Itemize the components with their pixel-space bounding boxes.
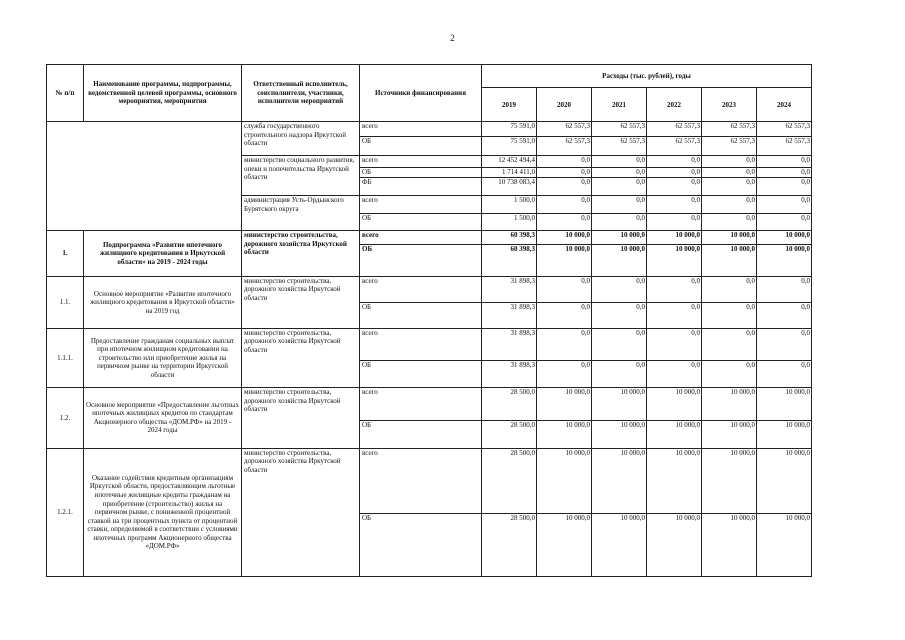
value-cell: 0,0 [647, 167, 702, 178]
header-year: 2020 [537, 88, 592, 122]
value-cell: 0,0 [702, 276, 757, 303]
value-cell: 0,0 [537, 276, 592, 303]
value-cell: 10 000,0 [647, 421, 702, 449]
value-cell: 10 000,0 [647, 448, 702, 514]
value-cell: 62 557,3 [702, 122, 757, 137]
value-cell: 10 000,0 [537, 448, 592, 514]
value-cell: 75 591,0 [482, 122, 537, 137]
value-cell: 0,0 [647, 360, 702, 388]
value-cell: 62 557,3 [757, 122, 812, 137]
value-cell: 0,0 [537, 167, 592, 178]
header-year: 2022 [647, 88, 702, 122]
executor-cell: администрация Усть-Ордынского Бурятского округа [242, 196, 360, 231]
value-cell: 10 000,0 [592, 448, 647, 514]
table-row [47, 328, 812, 360]
value-cell: 28 500,0 [482, 421, 537, 449]
value-cell: 0,0 [537, 156, 592, 168]
value-cell: 10 000,0 [757, 231, 812, 245]
table-row [47, 448, 812, 514]
table-row [47, 388, 812, 421]
value-cell: 10 738 083,4 [482, 178, 537, 196]
source-cell: ОБ [360, 303, 482, 328]
header-name: Наименование программы, подпрограммы, ведомственной целевой программы, основного мероприятия, мероприятия [84, 65, 242, 122]
source-cell: ОБ [360, 421, 482, 449]
value-cell: 10 000,0 [702, 245, 757, 277]
value-cell: 0,0 [757, 156, 812, 168]
program-name: Подпрограмма «Развитие ипотечного жилищного кредитования в Иркутской области» на 2019 - 2024 годы [84, 231, 242, 277]
value-cell: 0,0 [647, 178, 702, 196]
source-cell: ОБ [360, 137, 482, 156]
value-cell: 0,0 [757, 178, 812, 196]
program-name: Оказание содействия кредитным организациям Иркутской области, предоставляющим льготные ипотечные жилищные кредиты гражданам на приобретение (строительство) жилья на первичном рынке, с пониженной процентной ставкой на три процентных пункта от процентной ставки, определяемой в соответствии с условиями ипотечных программ Акционерного общества «ДОМ.РФ» [84, 448, 242, 576]
value-cell: 0,0 [592, 178, 647, 196]
value-cell: 0,0 [757, 303, 812, 328]
source-cell: всего [360, 156, 482, 168]
value-cell: 62 557,3 [592, 122, 647, 137]
value-cell: 0,0 [702, 196, 757, 214]
value-cell: 10 000,0 [702, 448, 757, 514]
header-year: 2024 [757, 88, 812, 122]
empty-cell [47, 122, 242, 231]
value-cell: 0,0 [537, 328, 592, 360]
value-cell: 10 000,0 [537, 421, 592, 449]
header-source: Источники финансирования [360, 65, 482, 122]
value-cell: 0,0 [592, 360, 647, 388]
source-cell: ОБ [360, 514, 482, 577]
source-cell: ОБ [360, 245, 482, 277]
value-cell: 0,0 [702, 214, 757, 231]
value-cell: 0,0 [647, 276, 702, 303]
value-cell: 10 000,0 [702, 514, 757, 577]
value-cell: 0,0 [757, 276, 812, 303]
value-cell: 0,0 [647, 303, 702, 328]
header-year: 2021 [592, 88, 647, 122]
value-cell: 60 398,3 [482, 245, 537, 277]
value-cell: 0,0 [757, 214, 812, 231]
value-cell: 0,0 [757, 196, 812, 214]
table-row [47, 231, 812, 245]
program-name: Основное мероприятие «Предоставление льготных ипотечных жилищных кредитов по стандартам Акционерного общества «ДОМ.РФ» на 2019 - 2024 годы [84, 388, 242, 448]
value-cell: 62 557,3 [537, 122, 592, 137]
value-cell: 0,0 [592, 156, 647, 168]
executor-cell: министерство строительства, дорожного хозяйства Иркутской области [242, 388, 360, 448]
value-cell: 0,0 [537, 178, 592, 196]
value-cell: 0,0 [592, 328, 647, 360]
value-cell: 28 500,0 [482, 448, 537, 514]
value-cell: 0,0 [647, 156, 702, 168]
value-cell: 10 000,0 [592, 514, 647, 577]
value-cell: 1 714 411,0 [482, 167, 537, 178]
value-cell: 10 000,0 [592, 231, 647, 245]
value-cell: 10 000,0 [537, 245, 592, 277]
source-cell: всего [360, 231, 482, 245]
executor-cell: министерство строительства, дорожного хозяйства Иркутской области [242, 276, 360, 328]
value-cell: 62 557,3 [702, 137, 757, 156]
row-number: 1.1. [47, 276, 84, 328]
table-row [47, 276, 812, 303]
value-cell: 0,0 [757, 167, 812, 178]
value-cell: 10 000,0 [592, 421, 647, 449]
value-cell: 10 000,0 [537, 388, 592, 421]
source-cell: всего [360, 196, 482, 214]
source-cell: всего [360, 388, 482, 421]
value-cell: 10 000,0 [592, 245, 647, 277]
value-cell: 75 591,0 [482, 137, 537, 156]
header-row-1 [47, 65, 812, 88]
source-cell: ОБ [360, 167, 482, 178]
value-cell: 0,0 [702, 167, 757, 178]
source-cell: всего [360, 448, 482, 514]
value-cell: 60 398,3 [482, 231, 537, 245]
value-cell: 31 898,3 [482, 328, 537, 360]
value-cell: 10 000,0 [702, 421, 757, 449]
program-name: Основное мероприятие «Развитие ипотечного жилищного кредитования в Иркутской области» на 2019 год [84, 276, 242, 328]
value-cell: 10 000,0 [757, 388, 812, 421]
source-cell: всего [360, 328, 482, 360]
value-cell: 0,0 [592, 214, 647, 231]
value-cell: 62 557,3 [647, 122, 702, 137]
page-number: 2 [450, 33, 455, 43]
executor-cell: министерство строительства, дорожного хозяйства Иркутской области [242, 448, 360, 576]
value-cell: 31 898,3 [482, 360, 537, 388]
value-cell: 28 500,0 [482, 388, 537, 421]
row-number: 1.1.1. [47, 328, 84, 387]
value-cell: 10 000,0 [757, 421, 812, 449]
header-expenses: Расходы (тыс. рублей), годы [482, 65, 812, 88]
value-cell: 62 557,3 [537, 137, 592, 156]
value-cell: 0,0 [702, 328, 757, 360]
value-cell: 10 000,0 [592, 388, 647, 421]
value-cell: 10 000,0 [757, 245, 812, 277]
value-cell: 0,0 [592, 276, 647, 303]
source-cell: всего [360, 276, 482, 303]
value-cell: 0,0 [647, 214, 702, 231]
value-cell: 0,0 [702, 360, 757, 388]
value-cell: 0,0 [592, 303, 647, 328]
value-cell: 10 000,0 [647, 245, 702, 277]
value-cell: 10 000,0 [647, 231, 702, 245]
value-cell: 10 000,0 [702, 388, 757, 421]
value-cell: 1 500,0 [482, 214, 537, 231]
value-cell: 10 000,0 [647, 514, 702, 577]
executor-cell: служба государственного строительного надзора Иркутской области [242, 122, 360, 156]
row-number: 1.2. [47, 388, 84, 448]
source-cell: ОБ [360, 360, 482, 388]
table-row [47, 122, 812, 137]
value-cell: 0,0 [592, 167, 647, 178]
value-cell: 10 000,0 [757, 514, 812, 577]
value-cell: 0,0 [537, 360, 592, 388]
header-num: № п/п [47, 65, 84, 122]
value-cell: 0,0 [702, 178, 757, 196]
row-number: 1.2.1. [47, 448, 84, 576]
source-cell: ОБ [360, 214, 482, 231]
value-cell: 0,0 [702, 156, 757, 168]
executor-cell: министерство социального развития, опеки и попечительства Иркутской области [242, 156, 360, 196]
value-cell: 1 500,0 [482, 196, 537, 214]
value-cell: 10 000,0 [537, 514, 592, 577]
value-cell: 0,0 [537, 303, 592, 328]
value-cell: 31 898,3 [482, 276, 537, 303]
value-cell: 12 452 494,4 [482, 156, 537, 168]
value-cell: 10 000,0 [647, 388, 702, 421]
executor-cell: министерство строительства, дорожного хозяйства Иркутской области [242, 231, 360, 277]
value-cell: 62 557,3 [647, 137, 702, 156]
row-number: 1. [47, 231, 84, 277]
value-cell: 0,0 [537, 214, 592, 231]
value-cell: 28 500,0 [482, 514, 537, 577]
value-cell: 0,0 [592, 196, 647, 214]
value-cell: 0,0 [757, 360, 812, 388]
header-executor: Ответственный исполнитель, соисполнители, участники, исполнители мероприятий [242, 65, 360, 122]
source-cell: всего [360, 122, 482, 137]
value-cell: 10 000,0 [702, 231, 757, 245]
value-cell: 0,0 [647, 196, 702, 214]
value-cell: 0,0 [757, 328, 812, 360]
executor-cell: министерство строительства, дорожного хозяйства Иркутской области [242, 328, 360, 387]
value-cell: 31 898,3 [482, 303, 537, 328]
value-cell: 62 557,3 [592, 137, 647, 156]
program-name: Предоставление гражданам социальных выплат при ипотечном жилищном кредитовании на строительство или приобретение жилья на первичном рынке на территории Иркутской области [84, 328, 242, 387]
budget-table [46, 64, 812, 577]
header-year: 2019 [482, 88, 537, 122]
value-cell: 0,0 [537, 196, 592, 214]
source-cell: ФБ [360, 178, 482, 196]
value-cell: 10 000,0 [757, 448, 812, 514]
value-cell: 10 000,0 [537, 231, 592, 245]
value-cell: 0,0 [702, 303, 757, 328]
header-year: 2023 [702, 88, 757, 122]
value-cell: 62 557,3 [757, 137, 812, 156]
value-cell: 0,0 [647, 328, 702, 360]
